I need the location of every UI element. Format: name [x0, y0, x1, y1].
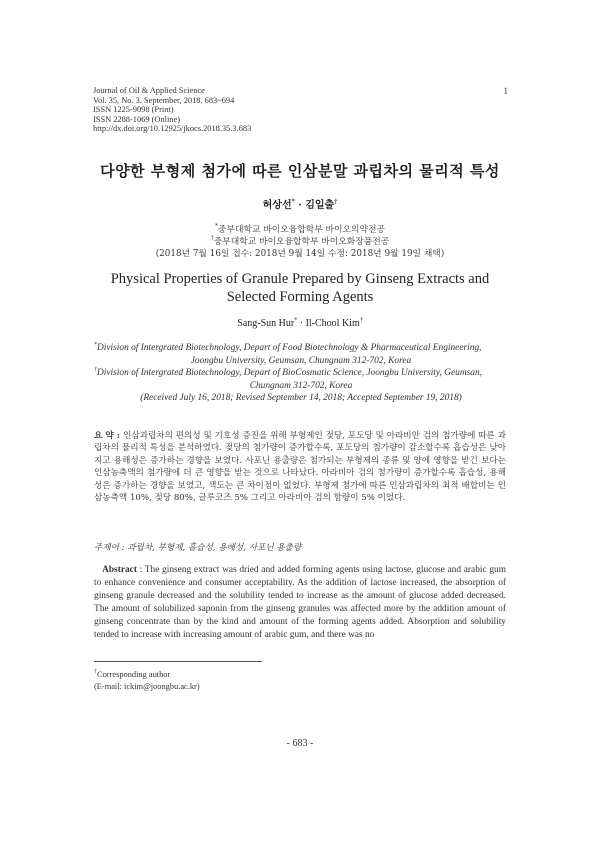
affil-1-mark: * [214, 223, 218, 231]
korean-abstract-text: 인삼과립차의 편의성 및 기호성 증진을 위해 부형제인 젖당, 포도당 및 아라비안 검의 첨가량에 따른 과립차의 물리적 특성을 분석하였다. 젖당의 첨가량이 증가할수록, 포도당의 첨가량이 감소할수록 흡습성은 낮아지고 용해성은 증가하는 경향을 보였다. 사포닌 용출량은 첨가되는 부형제의 종류 및 양에 영향을 받긴 보다는 인삼농축액의 첨가량에 더 큰 영향을 받는 것으로 나타났다. 아라비아 검의 첨가량이 증가할수록 흡습성, 용해성은 증가하는 경향을 보였고, 색도는 큰 차이점이 없었다. 부형제 첨가에 따른 인삼과립차의 최적 배합비는 인삼농축액 10%, 젖당 80%, 글루코즈 5% 그리고 아라비아 검의 함량이 5% 이었다. [94, 431, 506, 504]
journal-meta [93, 86, 251, 134]
doi-link[interactable]: http://dx.doi.org/10.12925/jkocs.2018.35.3.683 [93, 124, 252, 134]
en-affil-2-line-1: Division of Intergrated Biotechnology, Depart of BioCosmatic Science, Joongbu University, Geumsan, [97, 368, 482, 379]
english-abstract-label: Abstract [102, 565, 137, 575]
english-author-2-mark: † [359, 317, 363, 324]
korean-author-2-mark: † [334, 198, 338, 206]
english-affiliations [94, 342, 508, 405]
footer-page-number: - 683 - [286, 738, 314, 749]
author-separator: · [298, 200, 302, 211]
korean-abstract-label: 요 약 : [94, 431, 124, 441]
english-author-2: Il-Chool Kim [305, 318, 360, 329]
affil-2-mark: † [210, 235, 214, 243]
header-page-number: 1 [503, 86, 508, 96]
english-author-1: Sang-Sun Hur [237, 318, 295, 329]
en-affil-1-mark: * [94, 341, 97, 348]
english-abstract-text: : The ginseng extract was dried and added forming agents using lactose, glucose and arabic gum to enhance convenience and consumer acceptability. As the addition of lactose increased, the absorption of ginseng granule decreased and the solubility tended to increase as the amount of glucose added decreased. The amount of solubilized saponin from the ginseng granules was affected more by the addition amount of ginseng concentrate than by the kind and amount of the forming agents added. Absorption and solubility tended to increase with increasing amount of arabic gum, and there was no [94, 565, 507, 641]
korean-abstract [94, 430, 506, 504]
corresponding-author-footnote [94, 669, 200, 694]
issn-online: ISSN 2288-1069 (Online) [93, 114, 181, 124]
korean-keywords [94, 541, 506, 553]
korean-authors [0, 196, 600, 211]
korean-affiliation-2 [0, 236, 600, 248]
en-affil-1-line-2: Joongbu University, Geumsan, Chungnam 312-702, Korea [190, 355, 412, 366]
affil-1-text: 중부대학교 바이오융합학부 바이오의약전공 [217, 225, 386, 235]
english-dates: (Received July 16, 2018; Revised September 14, 2018; Accepted September 19, 2018) [140, 393, 462, 404]
korean-keywords-text: 과립차, 부형제, 흡습성, 용해성, 사포닌 용출량 [127, 543, 302, 553]
english-author-1-mark: * [294, 317, 298, 324]
english-abstract [94, 564, 506, 643]
english-affiliation-2 [94, 367, 508, 380]
english-title-line-2: Selected Forming Agents [226, 289, 374, 305]
en-affil-1-line-1: Division of Intergrated Biotechnology, Depart of Food Biotechnology & Pharmaceutical Engineering, [97, 343, 482, 353]
journal-volume: Vol. 35, No. 3. September, 2018. 683~694 [93, 95, 235, 105]
korean-author-2: 김일출 [305, 200, 335, 211]
korean-affiliations [0, 224, 600, 260]
footnote-divider [94, 661, 262, 662]
english-title-line-1: Physical Properties of Granule Prepared by Ginseng Extracts and [110, 271, 490, 287]
english-affiliation-1 [94, 342, 508, 355]
en-affil-2-line-2: Chungnam 312-702, Korea [249, 380, 353, 391]
english-title [0, 270, 600, 306]
korean-dates: (2018년 7월 16일 접수: 2018년 9월 14일 수정: 2018년 9월 19일 채택) [155, 249, 445, 259]
footnote-mark: † [94, 669, 97, 676]
footnote-email: (E-mail: ickim@joongbu.ac.kr) [94, 682, 200, 692]
korean-title: 다양한 부형제 첨가에 따른 인삼분말 과립차의 물리적 특성 [100, 162, 500, 180]
en-affil-2-mark: † [94, 367, 97, 374]
korean-author-1-mark: * [291, 198, 295, 206]
english-author-separator: · [299, 318, 304, 329]
korean-author-1: 허상선 [262, 200, 292, 211]
footnote-label: Corresponding author [97, 670, 171, 679]
english-authors [0, 318, 600, 329]
issn-print: ISSN 1225-9098 (Print) [93, 105, 174, 115]
korean-affiliation-1 [0, 224, 600, 236]
journal-name: Journal of Oil & Applied Science [93, 86, 205, 95]
korean-keywords-label: 주제어 : [94, 543, 128, 553]
affil-2-text: 중부대학교 바이오융합학부 바이오화장품전공 [213, 237, 390, 247]
